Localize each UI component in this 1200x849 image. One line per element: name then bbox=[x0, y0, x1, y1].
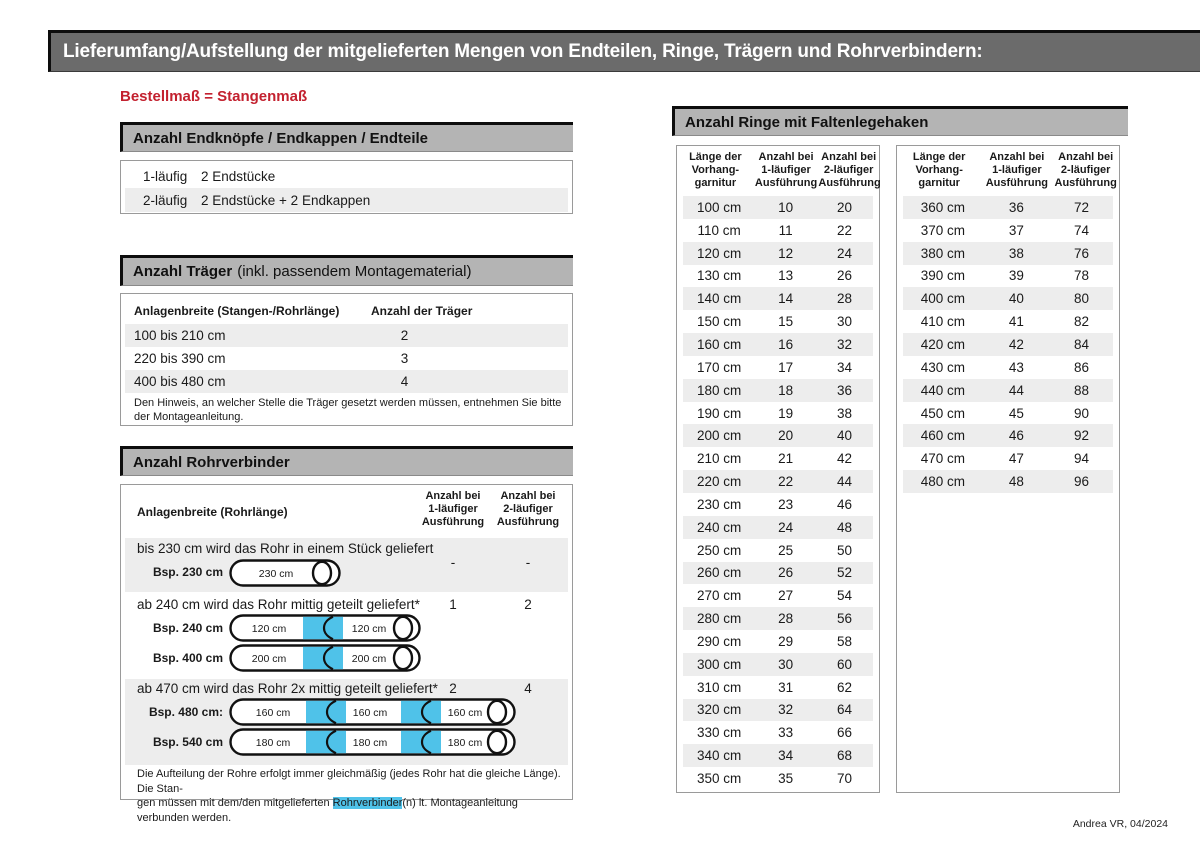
col-header-2laeufig bbox=[1052, 151, 1119, 196]
table-row bbox=[903, 379, 1113, 402]
col-header-laenge bbox=[897, 151, 981, 196]
rod-example-label: Bsp. 400 cm bbox=[152, 651, 223, 665]
row-length: 150 cm bbox=[696, 314, 742, 330]
row-length: 320 cm bbox=[696, 702, 742, 718]
row-value: 2 Endstücke + 2 Endkappen bbox=[201, 192, 371, 208]
table-row bbox=[683, 607, 873, 630]
row-length: 310 cm bbox=[696, 679, 742, 695]
row2-value-1laeufig: 1 bbox=[449, 597, 457, 612]
row-count-1laeufig: 35 bbox=[778, 771, 794, 787]
row-length: 380 cm bbox=[920, 245, 966, 261]
table-row bbox=[683, 539, 873, 562]
header-line: Anzahl bei bbox=[989, 151, 1045, 163]
table-row bbox=[125, 164, 568, 188]
rod-example-label: Bsp. 230 cm bbox=[152, 565, 223, 579]
row-range: 100 bis 210 cm bbox=[134, 328, 226, 343]
table-row bbox=[683, 242, 873, 265]
row-length: 480 cm bbox=[920, 474, 966, 490]
row-length: 230 cm bbox=[696, 496, 742, 512]
header-line: garnitur bbox=[918, 177, 960, 189]
section-header-traeger bbox=[120, 255, 573, 286]
header-line: 2-läufiger bbox=[1060, 164, 1111, 176]
section-header-ringe bbox=[672, 106, 1128, 136]
header-line: Anzahl bei bbox=[821, 151, 877, 163]
row-count-1laeufig: 11 bbox=[778, 222, 793, 238]
section-header-endteile bbox=[120, 122, 573, 152]
rod-segment-label: 180 cm bbox=[352, 737, 388, 749]
traeger-note: Den Hinweis, an welcher Stelle die Träger gesetzt werden müssen, entnehmen Sie bitte der Montageanleitung. bbox=[134, 397, 562, 423]
table-row bbox=[903, 424, 1113, 447]
row-count-1laeufig: 36 bbox=[1008, 199, 1024, 215]
header-line: Vorhang- bbox=[915, 164, 963, 176]
rod-segment-label: 180 cm bbox=[255, 737, 291, 749]
row-count-2laeufig: 90 bbox=[1073, 405, 1089, 421]
row-length: 200 cm bbox=[696, 428, 742, 444]
table-row bbox=[683, 493, 873, 516]
table-row bbox=[683, 310, 873, 333]
row-count-2laeufig: 54 bbox=[836, 588, 852, 604]
row-count-1laeufig: 22 bbox=[778, 474, 794, 490]
row-count-1laeufig: 17 bbox=[778, 359, 794, 375]
rod-example-label: Bsp. 540 cm bbox=[152, 735, 223, 749]
row-length: 280 cm bbox=[696, 611, 742, 627]
row-count-2laeufig: 36 bbox=[836, 382, 852, 398]
row-length: 350 cm bbox=[696, 771, 742, 787]
table-row bbox=[125, 188, 568, 212]
rohrverbinder-col1-header: Anlagenbreite (Rohrlänge) bbox=[137, 505, 288, 519]
row-count-1laeufig: 32 bbox=[778, 702, 794, 718]
header-line: 2-läufiger bbox=[823, 164, 874, 176]
row-count-2laeufig: 20 bbox=[836, 199, 852, 215]
note-line2-after: (n) lt. Montageanleitung verbunden werden. bbox=[137, 797, 518, 824]
row-count-2laeufig: 32 bbox=[836, 336, 852, 352]
table-row bbox=[683, 630, 873, 653]
row-length: 250 cm bbox=[696, 542, 742, 558]
row-count-2laeufig: 52 bbox=[836, 565, 852, 581]
row-count-2laeufig: 48 bbox=[836, 519, 852, 535]
table-row bbox=[903, 219, 1113, 242]
row-count-1laeufig: 28 bbox=[778, 611, 794, 627]
ringe-table-left bbox=[676, 145, 880, 793]
row-range: 220 bis 390 cm bbox=[134, 351, 226, 366]
table-row bbox=[683, 721, 873, 744]
row-count-2laeufig: 82 bbox=[1073, 314, 1089, 330]
table-row bbox=[903, 196, 1113, 219]
rohrverbinder-note bbox=[137, 767, 561, 825]
row-count-1laeufig: 42 bbox=[1008, 336, 1024, 352]
page-title-bar bbox=[48, 30, 1200, 72]
header-line: Ausführung bbox=[818, 177, 881, 189]
header-line: Länge der bbox=[689, 151, 742, 163]
row3-value-2laeufig: 4 bbox=[524, 681, 532, 696]
header-line: Ausführung bbox=[421, 516, 485, 528]
table-row bbox=[903, 356, 1113, 379]
row-count-1laeufig: 19 bbox=[778, 405, 794, 421]
header-line: Anzahl bei bbox=[1058, 151, 1114, 163]
table-row bbox=[903, 265, 1113, 288]
row-length: 360 cm bbox=[920, 199, 966, 215]
table-row bbox=[683, 562, 873, 585]
row-count-1laeufig: 43 bbox=[1008, 359, 1024, 375]
row-count-1laeufig: 23 bbox=[778, 496, 794, 512]
header-line: 1-läufiger bbox=[992, 164, 1042, 176]
note-highlight-rohrverbinder: Rohrverbinder bbox=[332, 797, 403, 809]
row-count-2laeufig: 92 bbox=[1073, 428, 1089, 444]
row-count-1laeufig: 18 bbox=[778, 382, 794, 398]
row-value: 2 Endstücke bbox=[201, 168, 276, 184]
footer-credit: Andrea VR, 04/2024 bbox=[1072, 818, 1168, 830]
bestellmass-note: Bestellmaß = Stangenmaß bbox=[120, 88, 308, 105]
rod-diagram-230cm bbox=[229, 559, 341, 587]
row-count-1laeufig: 41 bbox=[1008, 314, 1024, 330]
table-row bbox=[683, 470, 873, 493]
note-line2 bbox=[137, 796, 561, 825]
row-count-1laeufig: 44 bbox=[1008, 382, 1024, 398]
row-length: 420 cm bbox=[920, 336, 966, 352]
header-line: Ausführung bbox=[985, 177, 1049, 189]
rod-example-label: Bsp. 480 cm: bbox=[148, 705, 223, 719]
row-count-1laeufig: 39 bbox=[1008, 268, 1024, 284]
row-length: 270 cm bbox=[696, 588, 742, 604]
row-count-2laeufig: 68 bbox=[836, 748, 852, 764]
section-header-ringe-label: Anzahl Ringe mit Faltenlegehaken bbox=[685, 113, 929, 131]
section-header-endteile-label: Anzahl Endknöpfe / Endkappen / Endteile bbox=[133, 129, 429, 147]
rohrverbinder-table bbox=[120, 484, 573, 824]
row-count: 2 bbox=[400, 328, 409, 343]
row-length: 300 cm bbox=[696, 656, 742, 672]
row-length: 260 cm bbox=[696, 565, 742, 581]
table-row bbox=[683, 356, 873, 379]
row-count-2laeufig: 60 bbox=[836, 656, 852, 672]
row-count-1laeufig: 37 bbox=[1008, 222, 1024, 238]
row-count-2laeufig: 44 bbox=[836, 474, 852, 490]
traeger-table bbox=[120, 293, 573, 426]
rohrverbinder-row3-text: ab 470 cm wird das Rohr 2x mittig geteilt geliefert* bbox=[137, 681, 438, 696]
row-length: 140 cm bbox=[696, 291, 742, 307]
row-count-2laeufig: 94 bbox=[1073, 451, 1089, 467]
row-count-1laeufig: 45 bbox=[1008, 405, 1024, 421]
section-header-rohrverbinder-label: Anzahl Rohrverbinder bbox=[133, 453, 290, 471]
row-count-2laeufig: 84 bbox=[1073, 336, 1089, 352]
row1-value-1laeufig: - bbox=[450, 555, 456, 570]
row-length: 410 cm bbox=[920, 314, 966, 330]
table-row bbox=[683, 379, 873, 402]
table-row bbox=[903, 470, 1113, 493]
table-row bbox=[683, 584, 873, 607]
table-row bbox=[683, 287, 873, 310]
table-row bbox=[125, 370, 568, 393]
table-row bbox=[683, 767, 873, 790]
row-count-2laeufig: 74 bbox=[1073, 222, 1089, 238]
ringe-table-left-header bbox=[677, 146, 879, 196]
table-row bbox=[683, 516, 873, 539]
row-count-2laeufig: 40 bbox=[836, 428, 852, 444]
row-length: 340 cm bbox=[696, 748, 742, 764]
ringe-table-right-rows bbox=[897, 196, 1119, 493]
rod-segment-label: 180 cm bbox=[447, 737, 483, 749]
row-length: 180 cm bbox=[696, 382, 742, 398]
row-count-2laeufig: 80 bbox=[1073, 291, 1089, 307]
rod-segment-label: 160 cm bbox=[352, 707, 388, 719]
row-count-1laeufig: 25 bbox=[778, 542, 794, 558]
row-length: 170 cm bbox=[696, 359, 742, 375]
table-row bbox=[903, 242, 1113, 265]
row-count-2laeufig: 24 bbox=[836, 245, 852, 261]
row-count: 4 bbox=[400, 374, 409, 389]
traeger-rows bbox=[121, 324, 572, 393]
note-line2-before: gen müssen mit dem/den mitgelieferten bbox=[137, 797, 333, 809]
row-count: 3 bbox=[400, 351, 409, 366]
header-line: Länge der bbox=[912, 151, 966, 163]
row-count-1laeufig: 34 bbox=[778, 748, 794, 764]
rohrverbinder-col2-header bbox=[418, 490, 488, 529]
rod-diagram-400cm bbox=[229, 644, 421, 672]
section-header-traeger-label: Anzahl Träger bbox=[133, 263, 233, 280]
row-count-2laeufig: 34 bbox=[836, 359, 852, 375]
row-count-1laeufig: 14 bbox=[778, 291, 794, 307]
row-count-1laeufig: 24 bbox=[778, 519, 794, 535]
table-row bbox=[903, 287, 1113, 310]
rod-diagram-240cm bbox=[229, 614, 421, 642]
row-count-2laeufig: 30 bbox=[836, 314, 852, 330]
row-count-1laeufig: 46 bbox=[1008, 428, 1024, 444]
header-line: Ausführung bbox=[1054, 177, 1117, 189]
row-count-1laeufig: 12 bbox=[778, 245, 794, 261]
row-count-2laeufig: 96 bbox=[1073, 474, 1089, 490]
row3-value-1laeufig: 2 bbox=[449, 681, 457, 696]
row-count-2laeufig: 26 bbox=[836, 268, 852, 284]
row-count-1laeufig: 26 bbox=[778, 565, 794, 581]
row-count-1laeufig: 40 bbox=[1008, 291, 1024, 307]
row-count-2laeufig: 22 bbox=[836, 222, 852, 238]
header-line: Vorhang- bbox=[691, 164, 740, 176]
section-header-traeger-sublabel: (inkl. passendem Montagematerial) bbox=[237, 263, 472, 280]
row-count-1laeufig: 29 bbox=[778, 633, 794, 649]
rod-segment-label: 160 cm bbox=[255, 707, 291, 719]
row-count-1laeufig: 27 bbox=[778, 588, 794, 604]
table-row bbox=[683, 219, 873, 242]
row-count-2laeufig: 86 bbox=[1073, 359, 1089, 375]
header-line: Anzahl bei bbox=[758, 151, 814, 163]
table-row bbox=[903, 333, 1113, 356]
row-count-2laeufig: 78 bbox=[1073, 268, 1089, 284]
row-length: 100 cm bbox=[696, 199, 742, 215]
row-count-2laeufig: 76 bbox=[1073, 245, 1089, 261]
row-count-1laeufig: 15 bbox=[778, 314, 794, 330]
row-count-2laeufig: 72 bbox=[1073, 199, 1089, 215]
row-count-2laeufig: 70 bbox=[836, 771, 852, 787]
row-length: 110 cm bbox=[697, 222, 741, 238]
row-length: 240 cm bbox=[696, 519, 742, 535]
page-title: Lieferumfang/Aufstellung der mitgelieferten Mengen von Endteilen, Ringe, Trägern und Rohrverbindern: bbox=[63, 41, 983, 62]
rod-diagram-540cm bbox=[229, 728, 516, 756]
row-count-1laeufig: 30 bbox=[778, 656, 794, 672]
row-length: 460 cm bbox=[920, 428, 966, 444]
row-length: 220 cm bbox=[696, 474, 742, 490]
endteile-table bbox=[120, 160, 573, 214]
rohrverbinder-row2-text: ab 240 cm wird das Rohr mittig geteilt geliefert* bbox=[137, 597, 420, 612]
row-length: 400 cm bbox=[920, 291, 966, 307]
table-row bbox=[125, 347, 568, 370]
table-row bbox=[683, 402, 873, 425]
table-row bbox=[903, 402, 1113, 425]
rohrverbinder-row1-text: bis 230 cm wird das Rohr in einem Stück geliefert bbox=[137, 541, 434, 556]
row-count-2laeufig: 88 bbox=[1073, 382, 1089, 398]
rod-segment-label: 230 cm bbox=[258, 568, 294, 580]
row-length: 160 cm bbox=[696, 336, 742, 352]
table-row bbox=[903, 310, 1113, 333]
row-length: 440 cm bbox=[920, 382, 966, 398]
row2-value-2laeufig: 2 bbox=[524, 597, 532, 612]
row-count-2laeufig: 50 bbox=[836, 542, 852, 558]
rohrverbinder-col3-header bbox=[493, 490, 563, 529]
row-count-2laeufig: 46 bbox=[836, 496, 852, 512]
row-count-2laeufig: 62 bbox=[836, 679, 852, 695]
note-line1: Die Aufteilung der Rohre erfolgt immer gleichmäßig (jedes Rohr hat die gleiche Länge). Die Stan- bbox=[137, 768, 561, 795]
table-row bbox=[683, 447, 873, 470]
row-count-2laeufig: 42 bbox=[836, 451, 852, 467]
header-line: 1-läufiger bbox=[428, 503, 478, 515]
rod-diagram-480cm bbox=[229, 698, 516, 726]
ringe-table-right-header bbox=[897, 146, 1119, 196]
rod-segment-label: 200 cm bbox=[251, 653, 287, 665]
section-header-rohrverbinder bbox=[120, 446, 573, 476]
row-length: 330 cm bbox=[696, 725, 742, 741]
row-length: 430 cm bbox=[920, 359, 966, 375]
row-length: 190 cm bbox=[696, 405, 742, 421]
row-length: 450 cm bbox=[920, 405, 966, 421]
rod-segment-label: 200 cm bbox=[351, 653, 387, 665]
traeger-col1-header: Anlagenbreite (Stangen-/Rohrlänge) bbox=[134, 304, 340, 318]
row-count-1laeufig: 21 bbox=[778, 451, 794, 467]
row-count-1laeufig: 47 bbox=[1008, 451, 1024, 467]
table-row bbox=[683, 676, 873, 699]
rod-segment-label: 120 cm bbox=[251, 623, 287, 635]
col-header-1laeufig bbox=[754, 151, 819, 196]
row-count-2laeufig: 58 bbox=[836, 633, 852, 649]
row-count-1laeufig: 10 bbox=[778, 199, 794, 215]
table-row bbox=[683, 265, 873, 288]
row1-value-2laeufig: - bbox=[525, 555, 531, 570]
rod-segment-label: 120 cm bbox=[351, 623, 387, 635]
table-row bbox=[683, 744, 873, 767]
row-length: 470 cm bbox=[920, 451, 966, 467]
header-line: Anzahl bei bbox=[500, 490, 556, 502]
table-row bbox=[683, 333, 873, 356]
row-length: 290 cm bbox=[696, 633, 742, 649]
row-length: 390 cm bbox=[920, 268, 966, 284]
ringe-table-right bbox=[896, 145, 1120, 793]
row-length: 120 cm bbox=[696, 245, 742, 261]
header-line: Ausführung bbox=[754, 177, 818, 189]
header-line: garnitur bbox=[694, 177, 737, 189]
header-line: 2-läufiger bbox=[503, 503, 553, 515]
row-count-1laeufig: 48 bbox=[1008, 474, 1024, 490]
row-count-1laeufig: 13 bbox=[778, 268, 794, 284]
traeger-col2-header: Anzahl der Träger bbox=[371, 304, 473, 318]
header-line: Ausführung bbox=[496, 516, 560, 528]
row-count-2laeufig: 28 bbox=[836, 291, 852, 307]
table-row bbox=[683, 653, 873, 676]
table-row bbox=[125, 324, 568, 347]
rod-example-label: Bsp. 240 cm bbox=[152, 621, 223, 635]
row-count-1laeufig: 16 bbox=[778, 336, 794, 352]
row-range: 400 bis 480 cm bbox=[134, 374, 226, 389]
table-row bbox=[683, 699, 873, 722]
col-header-laenge bbox=[677, 151, 754, 196]
header-line: 1-läufiger bbox=[761, 164, 811, 176]
row-length: 210 cm bbox=[696, 451, 742, 467]
row-count-2laeufig: 38 bbox=[836, 405, 852, 421]
row-length: 130 cm bbox=[696, 268, 742, 284]
row-count-1laeufig: 38 bbox=[1008, 245, 1024, 261]
col-header-1laeufig bbox=[981, 151, 1052, 196]
table-row bbox=[683, 424, 873, 447]
row-length: 370 cm bbox=[920, 222, 966, 238]
rod-segment-label: 160 cm bbox=[447, 707, 483, 719]
row-count-2laeufig: 66 bbox=[836, 725, 852, 741]
row-count-2laeufig: 64 bbox=[836, 702, 852, 718]
row-count-1laeufig: 31 bbox=[778, 679, 794, 695]
table-row bbox=[683, 196, 873, 219]
row-count-1laeufig: 20 bbox=[778, 428, 794, 444]
col-header-2laeufig bbox=[818, 151, 879, 196]
row-label: 1-läufig bbox=[143, 168, 188, 184]
table-row bbox=[903, 447, 1113, 470]
ringe-table-left-rows bbox=[677, 196, 879, 790]
row-label: 2-läufig bbox=[143, 192, 188, 208]
row-count-1laeufig: 33 bbox=[778, 725, 794, 741]
row-count-2laeufig: 56 bbox=[836, 611, 852, 627]
header-line: Anzahl bei bbox=[425, 490, 481, 502]
